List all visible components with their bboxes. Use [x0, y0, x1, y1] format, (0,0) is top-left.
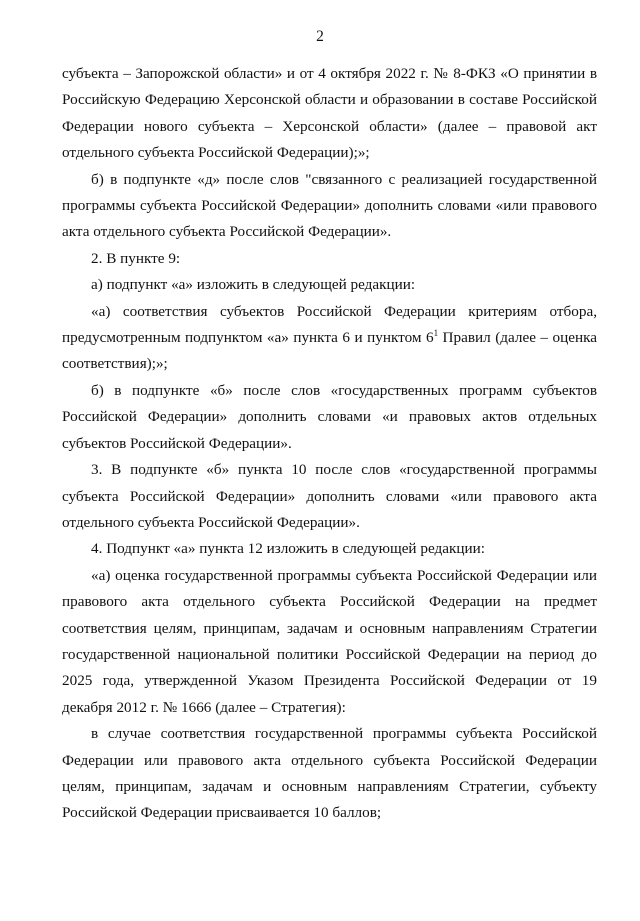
paragraph-text: 2. В пункте 9: [91, 249, 181, 267]
paragraph-6 [62, 378, 597, 457]
paragraph-3 [62, 246, 597, 272]
paragraph-7 [62, 457, 597, 536]
paragraph-5 [62, 299, 597, 378]
paragraph-1 [62, 61, 597, 167]
paragraph-text: «а) оценка государственной программы субъекта Российской Федерации или правового акта отдельного субъекта Российской Федерации на предмет соответствия целям, принципам, задачам и основным направлениям Стратегии государственной национальной политики Российской Федерации на период до 2025 года, утвержденной Указом Президента Российской Федерации от 19 декабря 2012 г. № 1666 (далее – Стратегия): [62, 566, 597, 716]
paragraph-8 [62, 536, 597, 562]
paragraph-text: б) в подпункте «б» после слов «государственных программ субъектов Российской Федерации» дополнить словами «и правовых актов отдельных субъектов Российской Федерации». [62, 381, 597, 452]
paragraph-2 [62, 167, 597, 246]
paragraph-text: 4. Подпункт «а» пункта 12 изложить в следующей редакции: [91, 540, 485, 558]
paragraph-text: Правил (далее – оценка соответствия);»; [62, 329, 597, 373]
paragraph-text: «а) соответствия субъектов Российской Федерации критериям отбора, предусмотренным подпунктом «а» пункта 6 и пунктом 6 [62, 302, 597, 347]
document-body [62, 61, 597, 827]
paragraph-text: а) подпункт «а» изложить в следующей редакции: [91, 276, 416, 294]
paragraph-4 [62, 272, 597, 298]
paragraph-text: б) в подпункте «д» после слов "связанного с реализацией государственной программы субъекта Российской Федерации» дополнить словами «или правового акта отдельного субъекта Российской Федерации». [62, 170, 597, 241]
paragraph-text: субъекта – Запорожской области» и от 4 октября 2022 г. № 8-ФКЗ «О принятии в Российскую Федерацию Херсонской области и образовании в составе Российской Федерации нового субъекта – Херсонской области» (далее – правовой акт отдельного субъекта Российской Федерации);»; [62, 65, 597, 162]
paragraph-10 [62, 721, 597, 827]
paragraph-text: 3. В подпункте «б» пункта 10 после слов «государственной программы субъекта Российской Федерации» дополнить словами «или правового акта отдельного субъекта Российской Федерации». [62, 461, 597, 531]
paragraph-text: в случае соответствия государственной программы субъекта Российской Федерации или правового акта отдельного субъекта Российской Федерации целям, принципам, задачам и основным направлениям Стратегии, субъекту Российской Федерации присваивается 10 баллов; [62, 725, 597, 822]
page-number: 2 [316, 28, 324, 45]
superscript: 1 [433, 328, 439, 339]
paragraph-9 [62, 563, 597, 721]
